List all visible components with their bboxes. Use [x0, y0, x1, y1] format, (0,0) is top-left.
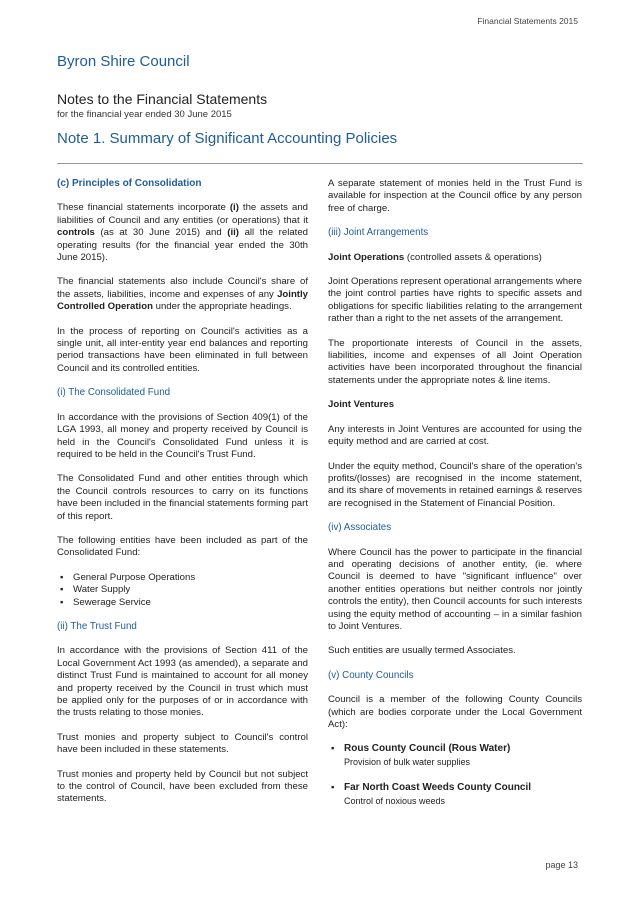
heading-county-councils: (v) County Councils: [328, 669, 414, 681]
list-item: ▪ Water Supply: [60, 584, 131, 596]
running-header: Financial Statements 2015: [477, 16, 578, 26]
paragraph: The following entities have been included as part of the Consolidated Fund:: [57, 534, 308, 559]
paragraph: Where Council has the power to participate in the financial and operating decisions of another entity, (ie. where Council is deemed to have "significant influence" over another entities operations but neither controls nor jointly controls the entity), then Council accounts for such interests using the equity method of accounting – in a similar fashion to Joint Ventures.: [328, 546, 582, 632]
paragraph: Such entities are usually termed Associates.: [328, 645, 516, 657]
paragraph: Joint Operations (controlled assets & operations): [328, 251, 542, 263]
page-number: page 13: [545, 860, 578, 870]
heading-trust-fund: (ii) The Trust Fund: [57, 620, 137, 632]
bullet-icon: ▪: [60, 596, 64, 608]
paragraph: In the process of reporting on Council's activities as a single unit, all inter-entity year end balances and reporting period transactions have been eliminated in full between Council and its controlled entities.: [57, 325, 308, 374]
document-title: Notes to the Financial Statements: [57, 91, 268, 107]
county-council-list: [328, 743, 582, 807]
paragraph: Any interests in Joint Ventures are accounted for using the equity method and are carried at cost.: [328, 423, 582, 448]
county-council-description: Control of noxious weeds: [344, 795, 446, 806]
heading-consolidated-fund: (i) The Consolidated Fund: [57, 387, 171, 399]
divider: [57, 163, 583, 164]
heading-joint-ventures: Joint Ventures: [328, 399, 395, 411]
bullet-icon: ▪: [60, 584, 64, 596]
note-title: Note 1. Summary of Significant Accounting Policies: [57, 130, 398, 147]
county-council-name: Rous County Council (Rous Water): [344, 743, 511, 755]
list-item: [328, 743, 582, 768]
paragraph: The Consolidated Fund and other entities through which the Council controls resources to carry on its functions have been included in the financial statements forming part of this report.: [57, 473, 308, 522]
paragraph: The financial statements also include Council's share of the assets, liabilities, income and expenses of any Jointly Controlled Operation under the appropriate headings.: [57, 276, 308, 313]
paragraph: Trust monies and property held by Council but not subject to the control of Council, have been excluded from these statements.: [57, 768, 308, 805]
county-council-name: Far North Coast Weeds County Council: [344, 782, 532, 794]
left-column: [57, 178, 308, 818]
heading-associates: (iv) Associates: [328, 522, 392, 534]
bullet-icon: ▪: [331, 782, 335, 794]
organisation-name: Byron Shire Council: [57, 53, 190, 70]
right-column: [328, 178, 582, 821]
paragraph: In accordance with the provisions of Section 411 of the Local Government Act 1993 (as amended), a separate and distinct Trust Fund is maintained to account for all money and property received by the Council in trust which must be applied only for the purposes of or in accordance with the trusts relating to those monies.: [57, 645, 308, 719]
heading-joint-arrangements: (iii) Joint Arrangements: [328, 227, 429, 239]
paragraph: Under the equity method, Council's share of the operation's profits/(losses) are recognised in the income statement, and its share of movements in retained earnings & reserves are recognised in the Statement of Financial Position.: [328, 460, 582, 509]
paragraph: These financial statements incorporate (i) the assets and liabilities of Council and any entities (or operations) that it controls (as at 30 June 2015) and (ii) all the related operating results (for the financial year ended the 30th June 2015).: [57, 202, 309, 264]
county-council-description: Provision of bulk water supplies: [344, 756, 471, 767]
paragraph: Council is a member of the following County Councils (which are bodies corporate under the Local Government Act):: [328, 694, 582, 730]
entity-list: [57, 572, 308, 609]
list-item: [328, 782, 582, 807]
bullet-icon: ▪: [60, 571, 64, 583]
paragraph: Joint Operations represent operational arrangements where the joint control parties have rights to specific assets and obligations for specific liabilities relating to the arrangement rather than a right to the net assets of the arrangement.: [328, 276, 582, 325]
heading-principles-of-consolidation: (c) Principles of Consolidation: [57, 178, 202, 189]
paragraph: The proportionate interests of Council in the assets, liabilities, income and expenses of all Joint Operation activities have been incorporated throughout the financial statements under the appropriate notes & line items.: [328, 337, 582, 386]
bullet-icon: ▪: [331, 743, 335, 755]
document-subtitle: for the financial year ended 30 June 2015: [57, 109, 232, 120]
paragraph: In accordance with the provisions of Section 409(1) of the LGA 1993, all money and property received by Council is held in the Council's Consolidated Fund unless it is required to be held in the Council's Trust Fund.: [57, 411, 308, 460]
paragraph: Trust monies and property subject to Council's control have been included in these statements.: [57, 731, 308, 756]
list-item: ▪ General Purpose Operations: [60, 571, 196, 583]
list-item: ▪ Sewerage Service: [60, 596, 151, 608]
paragraph: A separate statement of monies held in the Trust Fund is available for inspection at the Council office by any person free of charge.: [328, 178, 582, 214]
